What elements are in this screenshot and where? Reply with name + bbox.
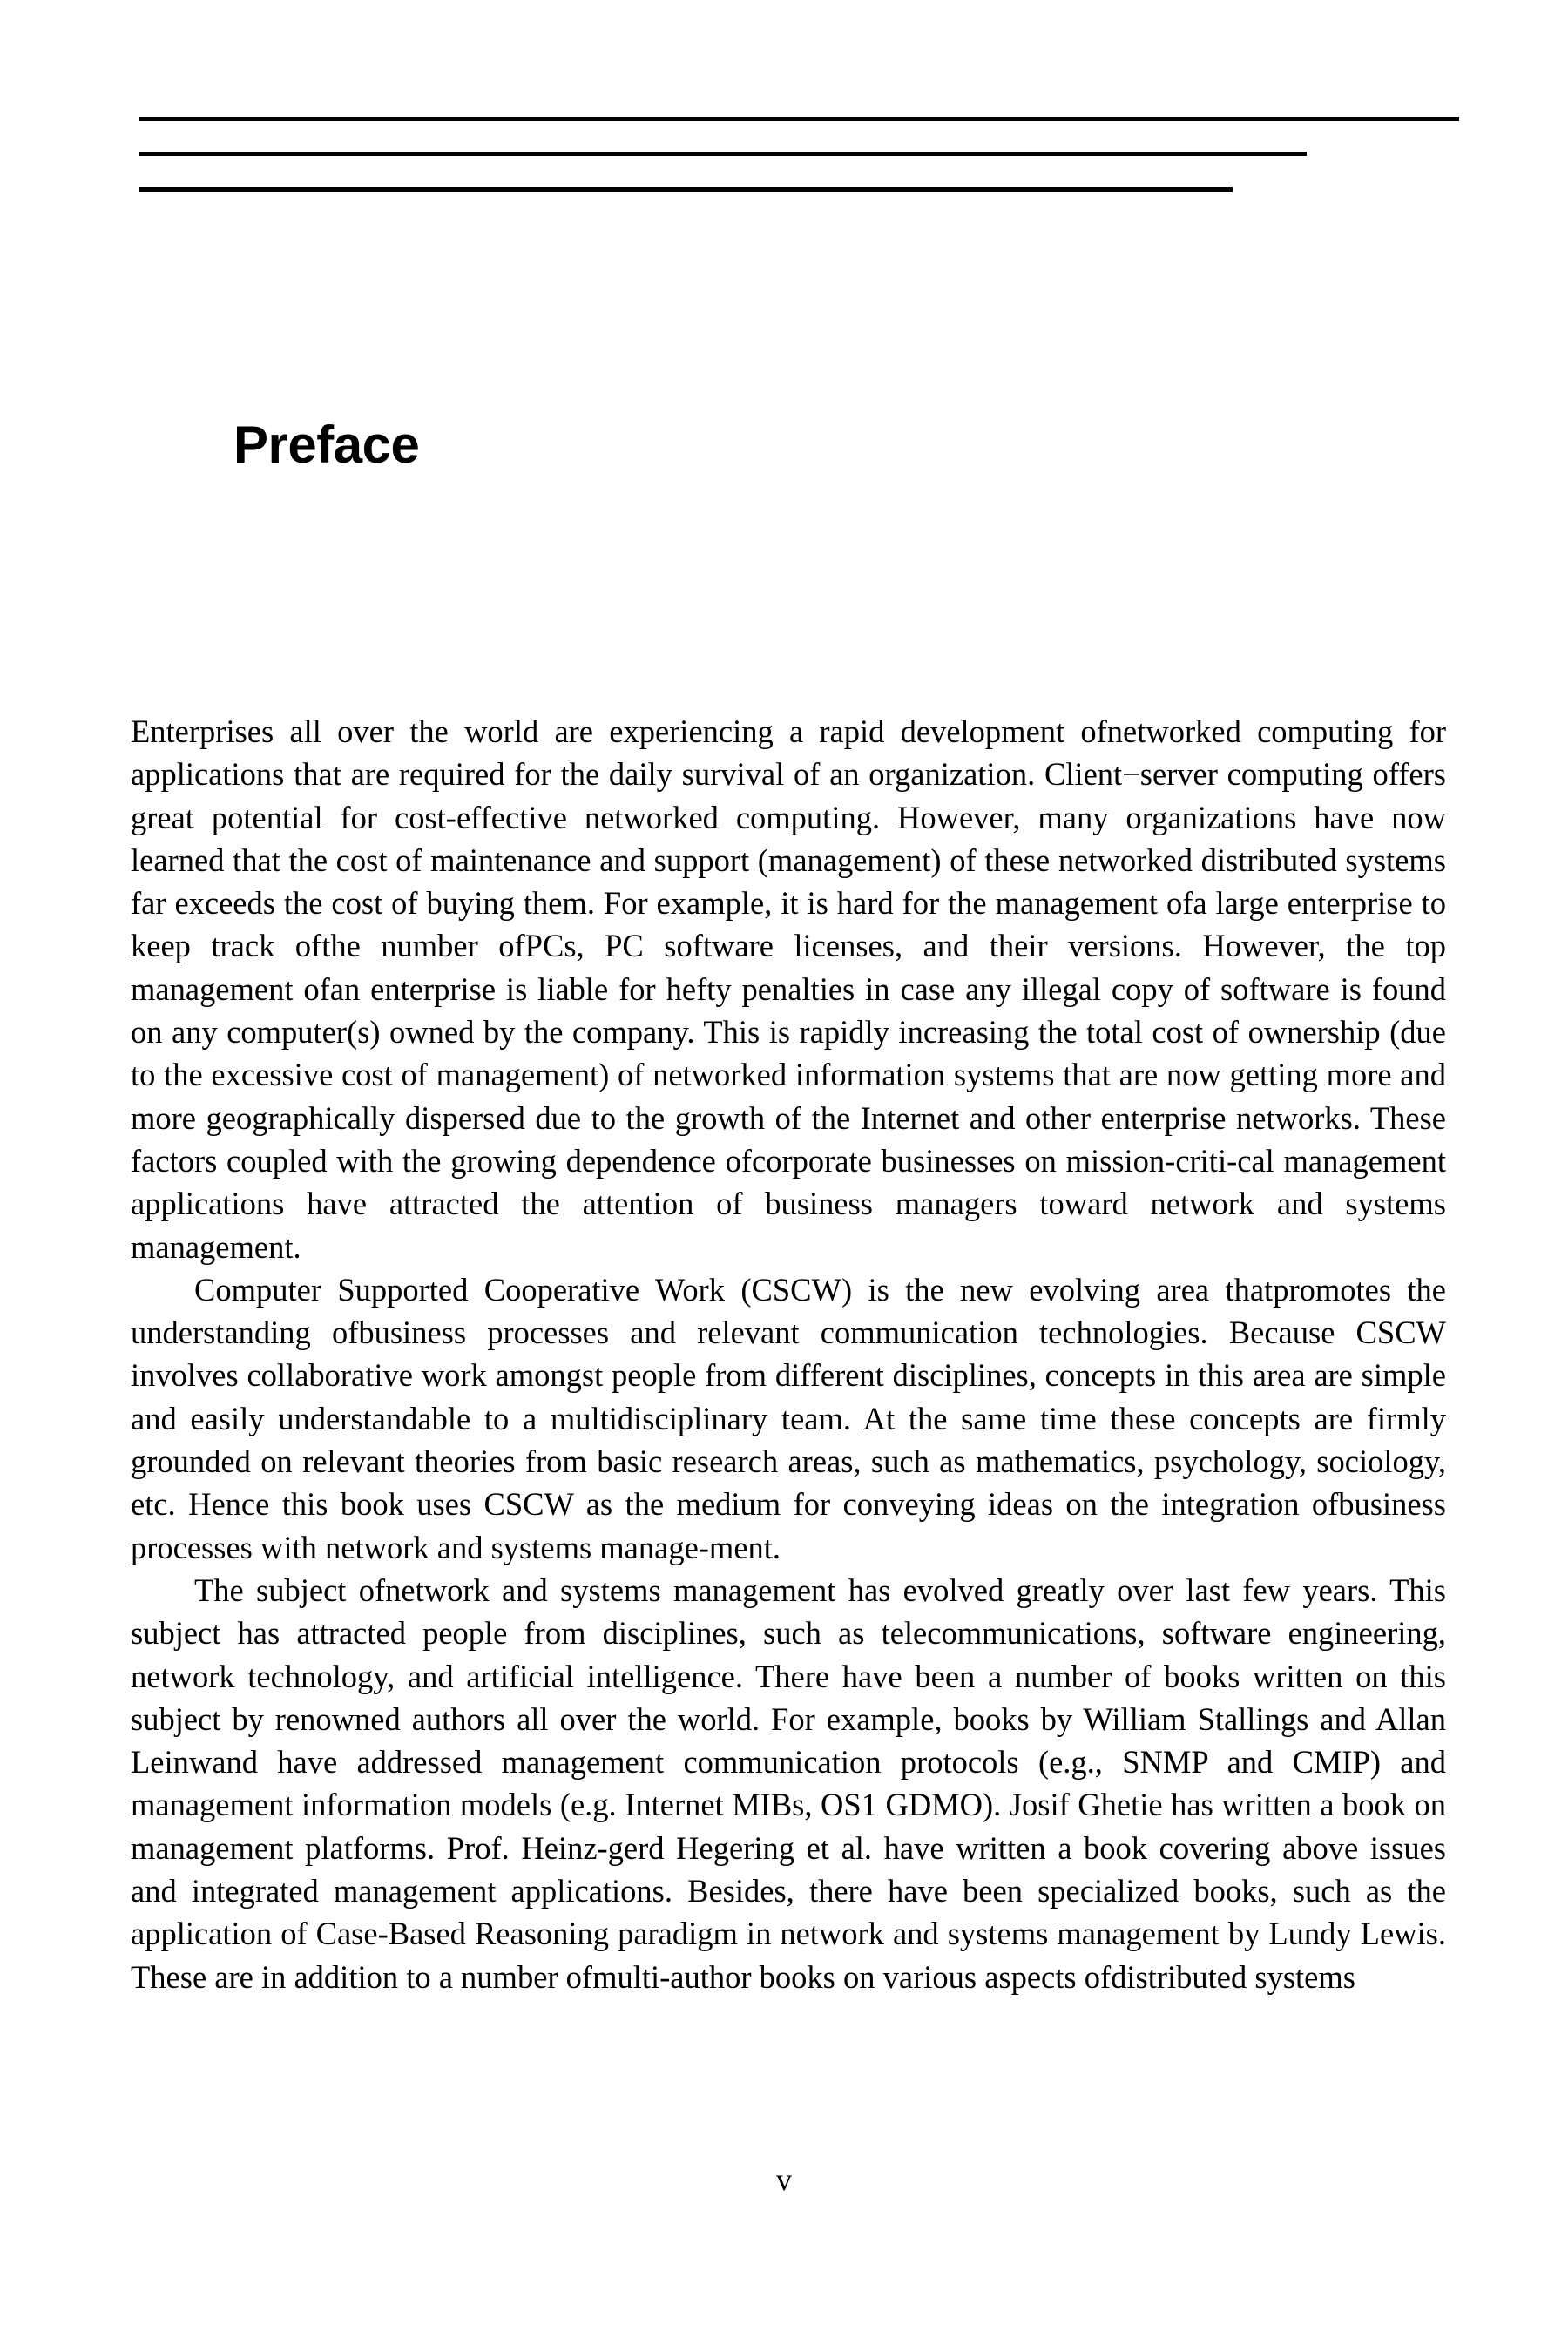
paragraph-3: The subject ofnetwork and systems management has evolved greatly over last few years. This subject has attracted people from disciplines, such as telecommunications, software engineering, network technology, and artificial intelligence. There have been a number of books written on this subject by renowned authors all over the world. For example, books by William Stallings and Allan Leinwand have addressed management communication protocols (e.g., SNMP and CMIP) and management information models (e.g. Internet MIBs, OS1 GDMO). Josif Ghetie has written a book on management platforms. Prof. Heinz-gerd Hegering et al. have written a book covering above issues and integrated management applications. Besides, there have been specialized books, such as the application of Case-Based Reasoning paradigm in network and systems management by Lundy Lewis. These are in addition to a number ofmulti-author books on various aspects ofdistributed systems <box>131 1571 1446 1995</box>
paragraph-1: Enterprises all over the world are experiencing a rapid development ofnetworked computing for applications that are required for the daily survival of an organization. Client−server computing offers great potential for cost-effective networked computing. However, many organizations have now learned that the cost of maintenance and support (management) of these networked distributed systems far exceeds the cost of buying them. For example, it is hard for the management ofa large enterprise to keep track ofthe number ofPCs, PC software licenses, and their versions. However, the top management ofan enterprise is liable for hefty penalties in case any illegal copy of software is found on any computer(s) owned by the company. This is rapidly increasing the total cost of ownership (due to the excessive cost of management) of networked information systems that are now getting more and more geographically dispersed due to the growth of the Internet and other enterprise networks. These factors coupled with the growing dependence ofcorporate businesses on mission-criti-cal management applications have attracted the attention of business managers toward network and systems management. <box>131 713 1446 1265</box>
paragraph-2: Computer Supported Cooperative Work (CSCW) is the new evolving area thatpromotes the understanding ofbusiness processes and relevant communication technologies. Because CSCW involves collaborative work amongst people from different disciplines, concepts in this area are simple and easily understandable to a multidisciplinary team. At the same time these concepts are firmly grounded on relevant theories from basic research areas, such as mathematics, psychology, sociology, etc. Hence this book uses CSCW as the medium for conveying ideas on the integration ofbusiness processes with network and systems manage-ment. <box>131 1271 1446 1565</box>
page-number: v <box>776 2162 792 2197</box>
header-rule-top <box>139 117 1459 121</box>
preface-body <box>131 710 1446 1998</box>
header-rule-bottom <box>139 187 1233 192</box>
page-title: Preface <box>233 416 420 474</box>
header-rule-middle <box>139 152 1307 156</box>
